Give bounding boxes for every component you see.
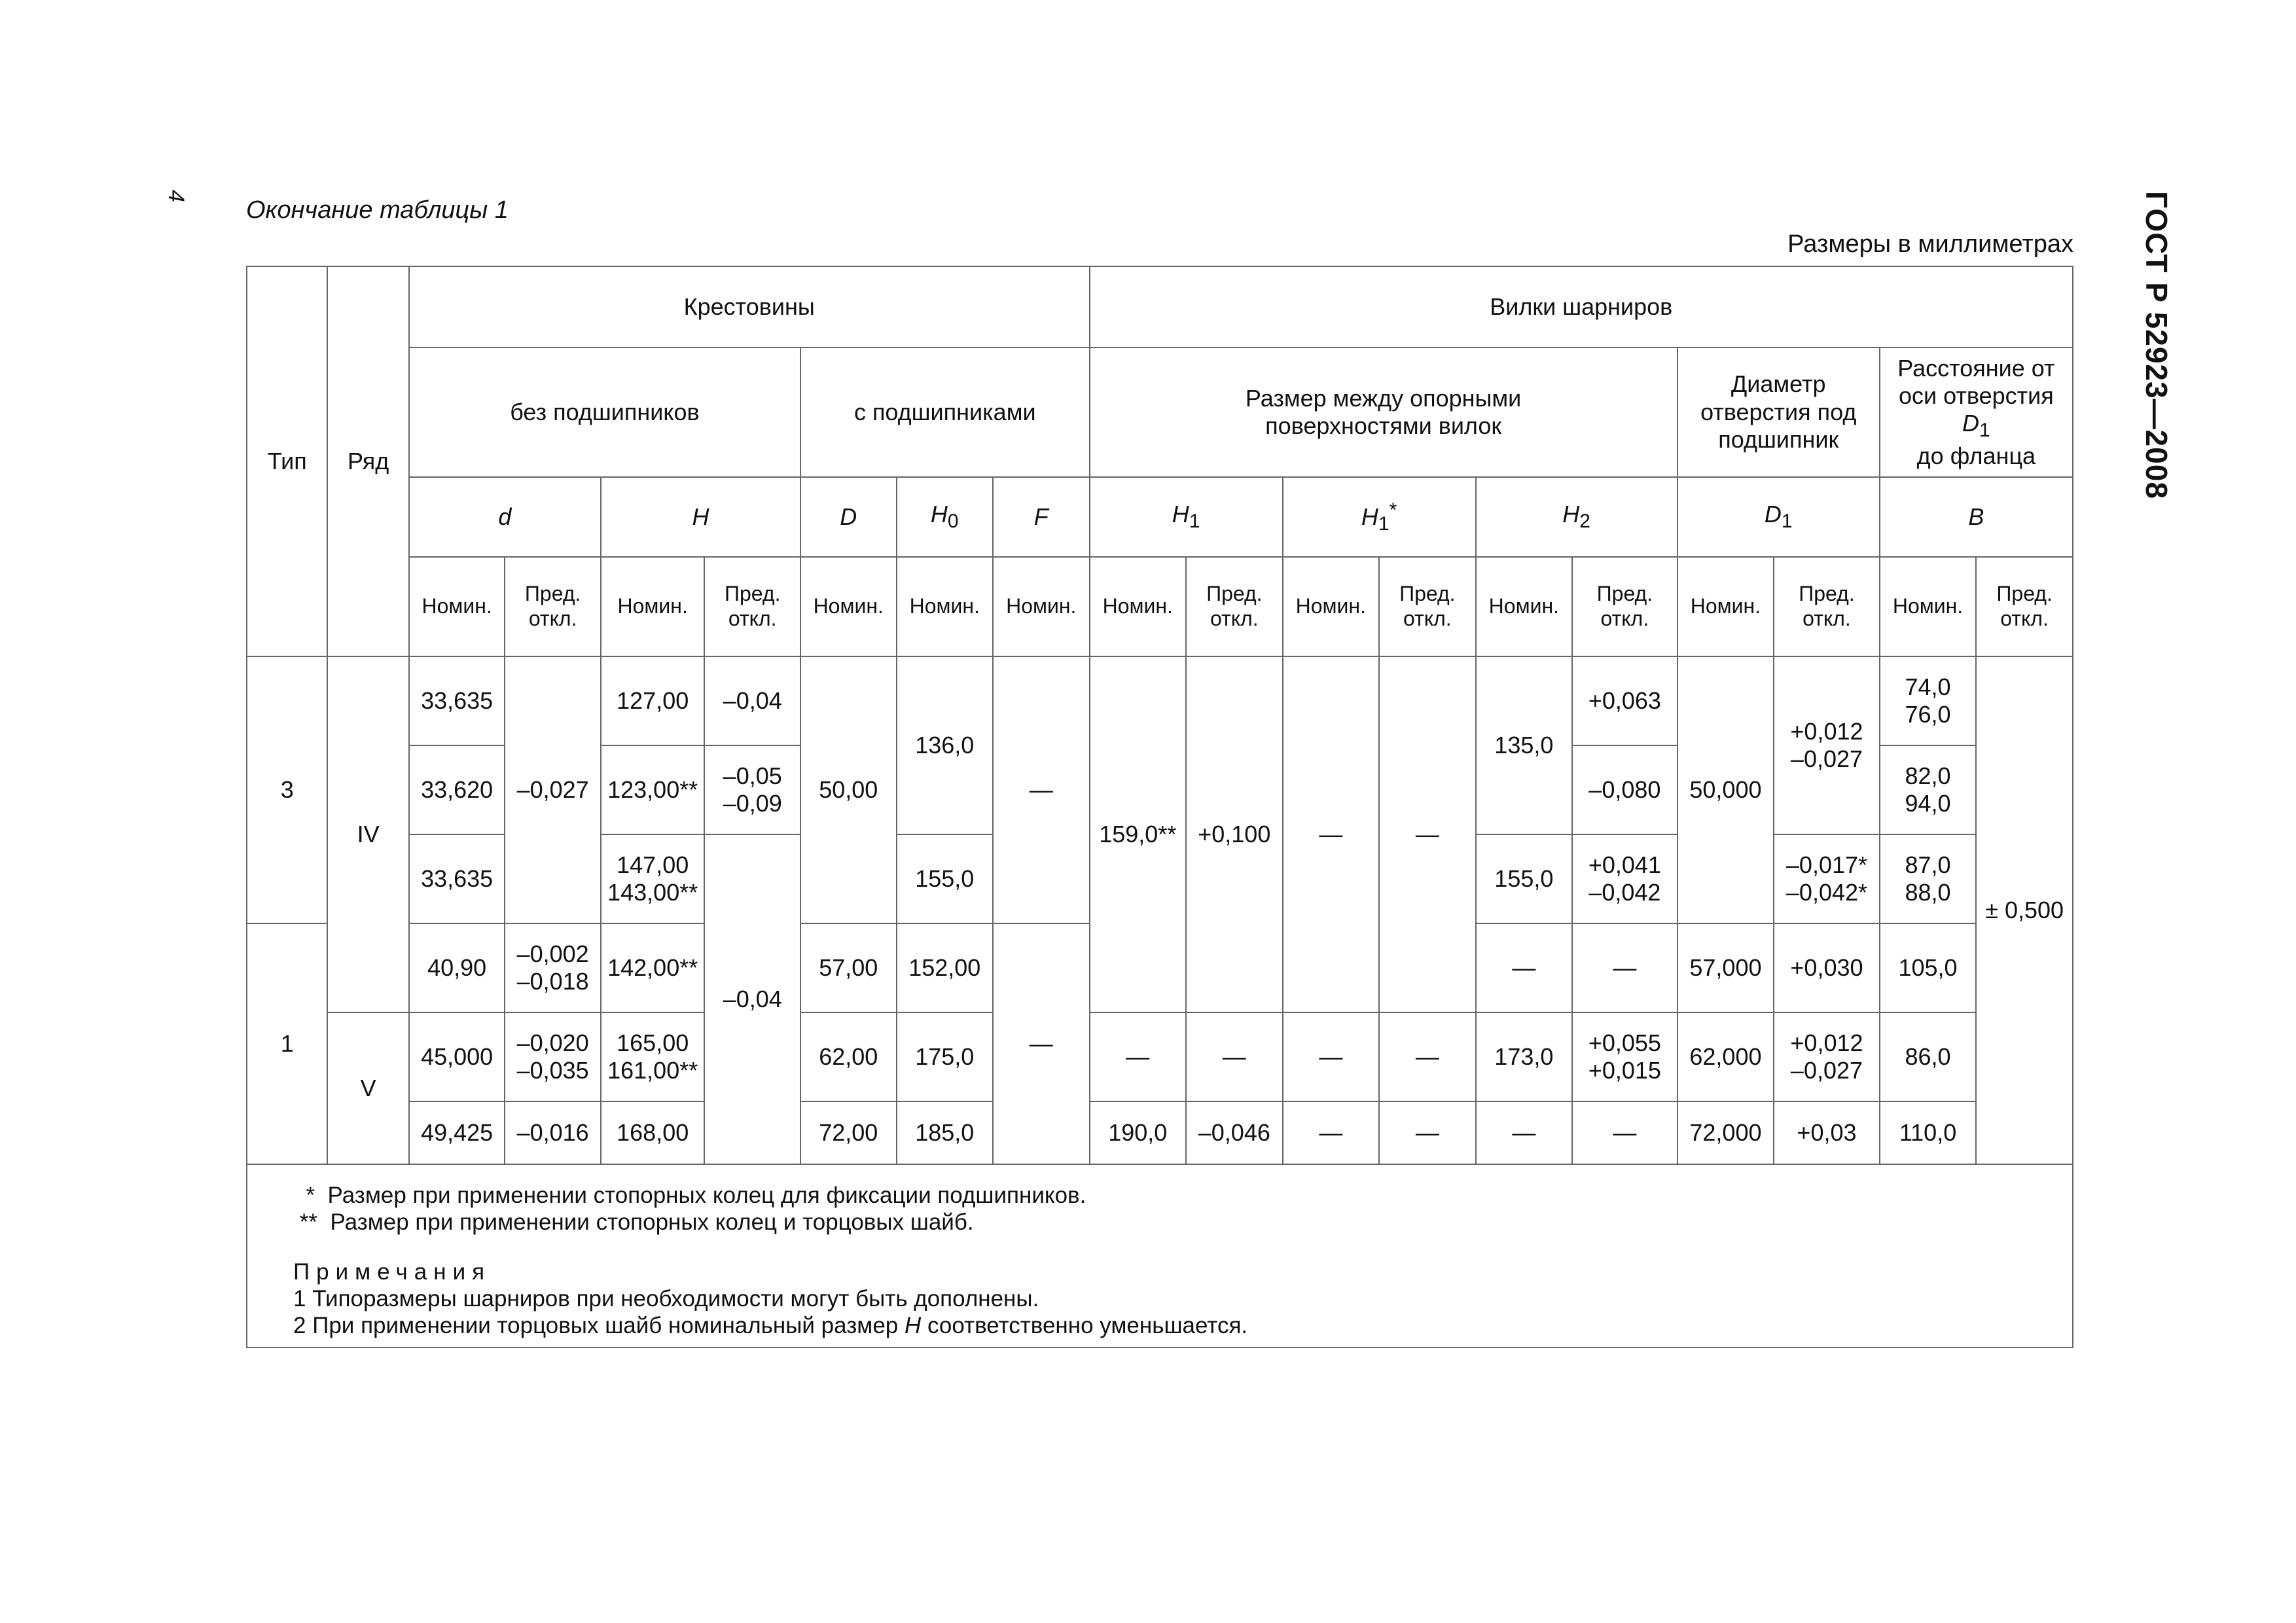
page-number: 4 [164, 190, 188, 202]
table-row [247, 656, 2073, 745]
cell-H1-nom: 190,0 [1090, 1101, 1187, 1164]
header-rasstoyanie: Расстояние от оси отверстия $D_1$ до фланца [1880, 348, 2073, 477]
cell-d-nom: 33,635 [409, 834, 505, 923]
subheader-nomin: Номин. [1880, 557, 1977, 656]
cell-H1p-nom: — [1283, 1012, 1380, 1101]
cell-B-nom: 82,0 94,0 [1880, 745, 1977, 834]
symbol-H: H [601, 477, 800, 557]
cell-H2-nom: — [1476, 923, 1573, 1012]
symbol-d: d [409, 477, 601, 557]
subheader-pred: Пред. откл. [1186, 557, 1283, 656]
subheader-pred: Пред. откл. [1976, 557, 2073, 656]
cell-ryad-IV: IV [327, 656, 408, 1012]
cell-H1p-pred: — [1379, 1012, 1476, 1101]
cell-d-nom: 33,635 [409, 656, 505, 745]
cell-D-nom: 62,00 [800, 1012, 897, 1101]
cell-H2-pred: — [1572, 923, 1677, 1012]
notes-title: Примечания [293, 1258, 492, 1285]
cell-d-pred: –0,020 –0,035 [505, 1012, 601, 1101]
header-diametr: Диаметр отверстия под подшипник [1677, 348, 1880, 477]
cell-H1p-pred: — [1379, 1101, 1476, 1164]
cell-H2-pred: –0,080 [1572, 745, 1677, 834]
subheader-nomin: Номин. [601, 557, 705, 656]
cell-D1-pred: –0,017* –0,042* [1774, 834, 1880, 923]
symbol-H0: $H_0$ [897, 477, 994, 557]
cell-D1-pred: +0,030 [1774, 923, 1880, 1012]
cell-D-nom: 50,00 [800, 656, 897, 923]
cell-H2-nom: — [1476, 1101, 1573, 1164]
symbol-B: B [1880, 477, 2073, 557]
cell-D-nom: 72,00 [800, 1101, 897, 1164]
cell-H0-nom: 175,0 [897, 1012, 994, 1101]
subheader-pred: Пред. откл. [1774, 557, 1880, 656]
subheader-nomin: Номин. [800, 557, 897, 656]
cell-D1-pred: +0,012 –0,027 [1774, 656, 1880, 834]
document-id: ГОСТ Р 52923—2008 [2140, 191, 2174, 499]
cell-tip-3: 3 [247, 656, 327, 923]
table-caption: Окончание таблицы 1 [246, 196, 509, 224]
cell-D1-nom: 72,000 [1677, 1101, 1774, 1164]
header-vilki: Вилки шарниров [1090, 266, 2073, 348]
subheader-nomin: Номин. [409, 557, 505, 656]
cell-D1-nom: 62,000 [1677, 1012, 1774, 1101]
subheader-pred: Пред. откл. [704, 557, 800, 656]
cell-H-nom: 142,00** [601, 923, 705, 1012]
cell-H1-nom: 159,0** [1090, 656, 1187, 1012]
header-tip: Тип [247, 266, 327, 656]
cell-H2-pred: — [1572, 1101, 1677, 1164]
cell-d-pred: –0,027 [505, 656, 601, 923]
header-ryad: Ряд [327, 266, 408, 656]
cell-H2-nom: 155,0 [1476, 834, 1573, 923]
cell-d-pred: –0,002 –0,018 [505, 923, 601, 1012]
header-bez-podshipnikov: без подшипников [409, 348, 800, 477]
symbol-H1-prime: $H_1^*$ [1283, 477, 1476, 557]
cell-H0-nom: 136,0 [897, 656, 994, 834]
cell-B-nom: 74,0 76,0 [1880, 656, 1977, 745]
cell-B-nom: 110,0 [1880, 1101, 1977, 1164]
cell-H1p-nom: — [1283, 656, 1380, 1012]
symbol-F: F [993, 477, 1090, 557]
cell-d-nom: 45,000 [409, 1012, 505, 1101]
symbol-H1: $H_1$ [1090, 477, 1283, 557]
symbol-D: D [800, 477, 897, 557]
subheader-nomin: Номин. [993, 557, 1090, 656]
units-note: Размеры в миллиметрах [1787, 230, 2073, 258]
cell-H-nom: 147,00 143,00** [601, 834, 705, 923]
cell-H1-pred: –0,046 [1186, 1101, 1283, 1164]
cell-H-pred: –0,05 –0,09 [704, 745, 800, 834]
cell-H-pred: –0,04 [704, 656, 800, 745]
footnote-star: * Размер при применении стопорных колец для фиксации подшипников. [293, 1183, 1086, 1208]
cell-H-pred: –0,04 [704, 834, 800, 1164]
table-row [247, 1012, 2073, 1101]
cell-D1-pred: +0,012 –0,027 [1774, 1012, 1880, 1101]
cell-H-nom: 168,00 [601, 1101, 705, 1164]
cell-H1-nom: — [1090, 1012, 1187, 1101]
cell-D-nom: 57,00 [800, 923, 897, 1012]
cell-H0-nom: 155,0 [897, 834, 994, 923]
cell-ryad-V: V [327, 1012, 408, 1164]
cell-H2-pred: +0,041 –0,042 [1572, 834, 1677, 923]
cell-H2-nom: 135,0 [1476, 656, 1573, 834]
footnote-double-star: ** Размер при применении стопорных колец и торцовых шайб. [293, 1209, 974, 1236]
cell-H2-nom: 173,0 [1476, 1012, 1573, 1101]
cell-d-nom: 49,425 [409, 1101, 505, 1164]
cell-H0-nom: 152,00 [897, 923, 994, 1012]
cell-H0-nom: 185,0 [897, 1101, 994, 1164]
header-krestoviny: Крестовины [409, 266, 1090, 348]
cell-D1-nom: 57,000 [1677, 923, 1774, 1012]
cell-D1-pred: +0,03 [1774, 1101, 1880, 1164]
dimensions-table [246, 266, 2073, 1348]
symbol-D1: $D_1$ [1677, 477, 1880, 557]
subheader-nomin: Номин. [1283, 557, 1380, 656]
cell-F-nom: — [993, 923, 1090, 1164]
cell-D1-nom: 50,000 [1677, 656, 1774, 923]
subheader-nomin: Номин. [1476, 557, 1573, 656]
cell-H1p-nom: — [1283, 1101, 1380, 1164]
subheader-pred: Пред. откл. [1572, 557, 1677, 656]
cell-H-nom: 127,00 [601, 656, 705, 745]
header-razmer: Размер между опорными поверхностями вилок [1090, 348, 1677, 477]
subheader-nomin: Номин. [897, 557, 994, 656]
cell-H1-pred: — [1186, 1012, 1283, 1101]
header-s-podshipnikami: с подшипниками [800, 348, 1090, 477]
cell-H1p-pred: — [1379, 656, 1476, 1012]
cell-d-nom: 40,90 [409, 923, 505, 1012]
subheader-nomin: Номин. [1090, 557, 1187, 656]
cell-B-nom: 86,0 [1880, 1012, 1977, 1101]
cell-d-pred: –0,016 [505, 1101, 601, 1164]
symbol-H2: $H_2$ [1476, 477, 1677, 557]
cell-tip-1: 1 [247, 923, 327, 1164]
note-2: 2 При применении торцовых шайб номинальный размер H соответственно уменьшается. [293, 1313, 1248, 1339]
cell-B-nom: 87,0 88,0 [1880, 834, 1977, 923]
cell-H2-pred: +0,055 +0,015 [1572, 1012, 1677, 1101]
cell-H-nom: 123,00** [601, 745, 705, 834]
table-footnotes [247, 1164, 2073, 1347]
cell-F-nom: — [993, 656, 1090, 923]
subheader-pred: Пред. откл. [1379, 557, 1476, 656]
cell-d-nom: 33,620 [409, 745, 505, 834]
subheader-nomin: Номин. [1677, 557, 1774, 656]
note-1: 1 Типоразмеры шарниров при необходимости могут быть дополнены. [293, 1285, 1039, 1311]
subheader-pred: Пред. откл. [505, 557, 601, 656]
cell-B-pred: ± 0,500 [1976, 656, 2073, 1164]
cell-H2-pred: +0,063 [1572, 656, 1677, 745]
cell-H1-pred: +0,100 [1186, 656, 1283, 1012]
table-row [247, 1101, 2073, 1164]
cell-H-nom: 165,00 161,00** [601, 1012, 705, 1101]
cell-B-nom: 105,0 [1880, 923, 1977, 1012]
